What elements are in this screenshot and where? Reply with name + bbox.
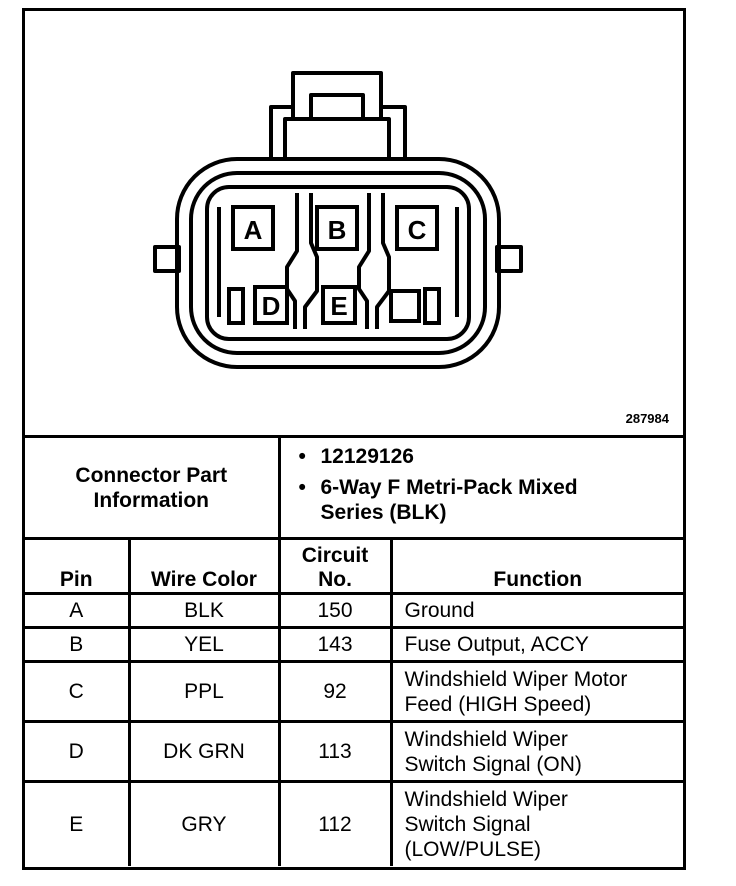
pin-label-d: D xyxy=(261,291,281,321)
part-info-label xyxy=(25,437,279,539)
function-line: Windshield Wiper Motor xyxy=(404,667,628,691)
cell-circuit: 150 xyxy=(279,594,391,628)
cell-function xyxy=(391,782,683,866)
cell-function xyxy=(391,628,683,662)
cell-circuit: 112 xyxy=(279,782,391,866)
cell-pin: D xyxy=(25,722,129,782)
cell-wire-color: DK GRN xyxy=(129,722,279,782)
part-description-line1: 6-Way F Metri-Pack Mixed xyxy=(320,476,578,499)
function-line: Ground xyxy=(404,599,475,622)
cell-pin: E xyxy=(25,782,129,866)
latch-inner xyxy=(311,95,363,119)
header-pin: Pin xyxy=(25,539,129,594)
cell-pin: C xyxy=(25,662,129,722)
cell-pin: B xyxy=(25,628,129,662)
header-row xyxy=(25,539,683,594)
cell-function xyxy=(391,594,683,628)
bullet-icon: • xyxy=(298,476,306,499)
table-row xyxy=(25,628,683,662)
part-info-item xyxy=(298,444,684,469)
cell-function xyxy=(391,662,683,722)
function-line: Feed (HIGH Speed) xyxy=(404,692,592,716)
part-description-line2: Series (BLK) xyxy=(320,501,447,524)
pin-label-b: B xyxy=(327,215,347,245)
cell-wire-color: GRY xyxy=(129,782,279,866)
cell-circuit: 92 xyxy=(279,662,391,722)
cell-function xyxy=(391,722,683,782)
function-line: Windshield Wiper xyxy=(404,727,568,751)
connector-diagram xyxy=(25,11,683,435)
figure-id: 287984 xyxy=(625,411,669,426)
divider-right xyxy=(359,193,389,329)
header-wire-color: Wire Color xyxy=(129,539,279,594)
part-info-item xyxy=(298,475,684,525)
body-outer xyxy=(177,159,499,367)
bullet-icon: • xyxy=(298,445,306,468)
table-row xyxy=(25,662,683,722)
connector-face-drawing xyxy=(25,11,683,435)
part-info-list xyxy=(279,437,683,539)
table-row xyxy=(25,782,683,866)
pin-label-e: E xyxy=(330,291,348,321)
pin-label-c: C xyxy=(407,215,427,245)
table-row xyxy=(25,722,683,782)
figure-frame xyxy=(22,8,686,870)
part-info-row xyxy=(25,437,683,539)
cell-circuit: 143 xyxy=(279,628,391,662)
function-line: Switch Signal (ON) xyxy=(404,752,582,776)
header-function: Function xyxy=(391,539,683,594)
function-line: (LOW/PULSE) xyxy=(404,837,542,861)
function-line: Windshield Wiper xyxy=(404,787,568,811)
pin-slot-left xyxy=(229,289,243,323)
function-line: Fuse Output, ACCY xyxy=(404,633,589,656)
cell-wire-color: BLK xyxy=(129,594,279,628)
table-row xyxy=(25,594,683,628)
function-line: Switch Signal xyxy=(404,812,531,836)
header-circuit-line2: No. xyxy=(318,568,352,591)
pin-box-empty xyxy=(391,291,419,321)
body-inner xyxy=(191,173,485,353)
cell-circuit: 113 xyxy=(279,722,391,782)
connector-info-table xyxy=(25,435,683,866)
part-number: 12129126 xyxy=(320,445,414,468)
part-info-label-line2: Information xyxy=(93,488,209,512)
pin-slot-right xyxy=(425,289,439,323)
header-circuit xyxy=(279,539,391,594)
latch-neck xyxy=(285,119,389,161)
divider-left xyxy=(287,193,317,329)
header-circuit-line1: Circuit xyxy=(301,544,369,567)
pin-label-a: A xyxy=(243,215,263,245)
cell-wire-color: YEL xyxy=(129,628,279,662)
cell-pin: A xyxy=(25,594,129,628)
cell-wire-color: PPL xyxy=(129,662,279,722)
part-info-label-line1: Connector Part xyxy=(75,463,228,487)
